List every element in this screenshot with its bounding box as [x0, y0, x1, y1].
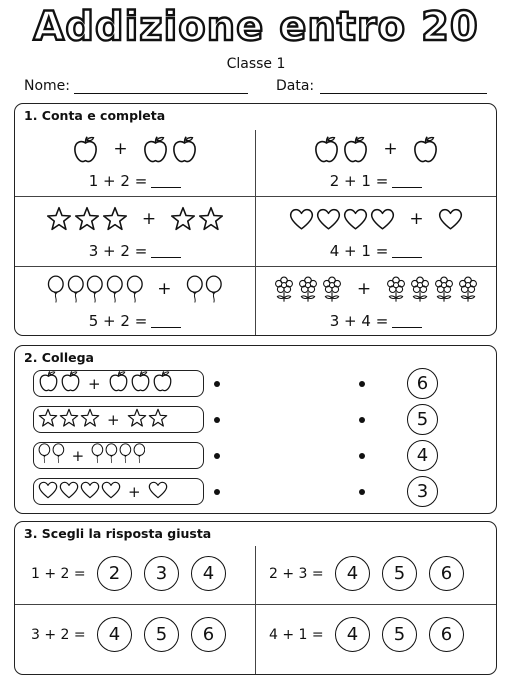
heart-icon [148, 481, 168, 503]
question-text: 1 + 2 = [31, 565, 86, 582]
count-exercise [256, 128, 496, 196]
heart-icon [343, 208, 368, 231]
answer-option[interactable]: 6 [429, 556, 464, 591]
flower-icon [273, 276, 295, 302]
equation-text: 1 + 2 = [88, 172, 148, 190]
section-title: 1. Conta e completa [24, 108, 166, 123]
star-icon [80, 408, 100, 432]
plus-sign: + [107, 410, 120, 429]
answer-blank[interactable] [392, 244, 422, 258]
heart-icon [80, 481, 100, 503]
star-icon [148, 408, 168, 432]
answer-option[interactable]: 6 [191, 617, 226, 652]
apple-icon [130, 370, 151, 396]
divider [15, 196, 496, 197]
divider [255, 546, 256, 674]
heart-icon [38, 481, 58, 503]
apple-icon [108, 370, 129, 396]
match-item [33, 370, 204, 397]
match-dot-left[interactable] [214, 381, 220, 387]
match-item [33, 406, 204, 433]
balloon-icon [105, 443, 118, 468]
heart-icon [289, 208, 314, 231]
match-dot-left[interactable] [214, 417, 220, 423]
answer-option[interactable]: 4 [335, 617, 370, 652]
match-number: 6 [407, 368, 438, 399]
plus-sign: + [141, 209, 157, 229]
star-icon [46, 206, 72, 232]
answer-option[interactable]: 5 [144, 617, 179, 652]
balloon-icon [133, 443, 146, 468]
match-dot-left[interactable] [214, 453, 220, 459]
answer-option[interactable]: 2 [97, 556, 132, 591]
answer-blank[interactable] [151, 314, 181, 328]
answer-blank[interactable] [151, 244, 181, 258]
date-field[interactable] [320, 93, 487, 94]
balloon-icon [119, 443, 132, 468]
divider [15, 266, 496, 267]
match-dot-right[interactable] [359, 381, 365, 387]
flower-icon [457, 276, 479, 302]
match-dot-right[interactable] [359, 453, 365, 459]
apple-icon [142, 135, 169, 163]
heart-icon [316, 208, 341, 231]
balloon-icon [126, 275, 144, 304]
flower-icon [433, 276, 455, 302]
class-label: Classe 1 [226, 56, 286, 72]
match-item [33, 442, 204, 469]
answer-option[interactable]: 4 [191, 556, 226, 591]
balloon-icon [67, 275, 85, 304]
star-icon [38, 408, 58, 432]
match-number: 5 [407, 404, 438, 435]
answer-blank[interactable] [392, 314, 422, 328]
question-text: 3 + 2 = [31, 626, 86, 643]
section-title: 3. Scegli la risposta giusta [24, 526, 212, 541]
heart-icon [370, 208, 395, 231]
section-count-and-complete [14, 103, 497, 336]
multiple-choice-question [269, 556, 476, 591]
answer-option[interactable]: 3 [144, 556, 179, 591]
multiple-choice-question [31, 617, 238, 652]
plus-sign: + [128, 482, 141, 501]
apple-icon [313, 135, 340, 163]
plus-sign: + [409, 209, 424, 229]
answer-blank[interactable] [392, 174, 422, 188]
match-dot-right[interactable] [359, 417, 365, 423]
plus-sign: + [383, 139, 398, 159]
apple-icon [38, 370, 59, 396]
heart-icon [59, 481, 79, 503]
flower-icon [385, 276, 407, 302]
section-match [14, 345, 497, 514]
match-number: 4 [407, 440, 438, 471]
count-exercise [15, 128, 255, 196]
apple-icon [72, 135, 99, 163]
apple-icon [412, 135, 439, 163]
apple-icon [342, 135, 369, 163]
plus-sign: + [157, 279, 172, 299]
balloon-icon [47, 275, 65, 304]
plus-sign: + [356, 279, 372, 299]
heart-icon [438, 208, 463, 231]
star-icon [102, 206, 128, 232]
name-field[interactable] [74, 93, 248, 94]
count-exercise [256, 268, 496, 336]
star-icon [59, 408, 79, 432]
balloon-icon [205, 275, 223, 304]
name-label: Nome: [24, 78, 71, 94]
equation-text: 2 + 1 = [329, 172, 389, 190]
count-exercise [15, 268, 255, 336]
answer-blank[interactable] [151, 174, 181, 188]
balloon-icon [186, 275, 204, 304]
question-text: 4 + 1 = [269, 626, 324, 643]
date-label: Data: [276, 78, 315, 94]
answer-option[interactable]: 4 [97, 617, 132, 652]
multiple-choice-question [31, 556, 238, 591]
flower-icon [297, 276, 319, 302]
question-text: 2 + 3 = [269, 565, 324, 582]
match-number: 3 [407, 476, 438, 507]
star-icon [127, 408, 147, 432]
divider [15, 604, 496, 605]
count-exercise [15, 198, 255, 266]
apple-icon [152, 370, 173, 396]
flower-icon [321, 276, 343, 302]
match-dot-right[interactable] [359, 489, 365, 495]
balloon-icon [38, 443, 51, 468]
plus-sign: + [113, 139, 128, 159]
answer-option[interactable]: 6 [429, 617, 464, 652]
balloon-icon [91, 443, 104, 468]
section-choose-answer [14, 521, 497, 675]
equation-text: 3 + 2 = [88, 242, 148, 260]
balloon-icon [86, 275, 104, 304]
answer-option[interactable]: 5 [382, 617, 417, 652]
match-item [33, 478, 204, 505]
section-title: 2. Collega [24, 350, 94, 365]
star-icon [74, 206, 100, 232]
star-icon [170, 206, 196, 232]
apple-icon [60, 370, 81, 396]
multiple-choice-question [269, 617, 476, 652]
equation-text: 3 + 4 = [329, 312, 389, 330]
plus-sign: + [71, 446, 85, 465]
answer-option[interactable]: 5 [382, 556, 417, 591]
balloon-icon [52, 443, 65, 468]
flower-icon [409, 276, 431, 302]
equation-text: 5 + 2 = [88, 312, 148, 330]
balloon-icon [106, 275, 124, 304]
worksheet-title: Addizione entro 20 [33, 4, 479, 50]
equation-text: 4 + 1 = [329, 242, 389, 260]
apple-icon [171, 135, 198, 163]
match-dot-left[interactable] [214, 489, 220, 495]
answer-option[interactable]: 4 [335, 556, 370, 591]
star-icon [198, 206, 224, 232]
count-exercise [256, 198, 496, 266]
plus-sign: + [88, 374, 101, 393]
heart-icon [101, 481, 121, 503]
